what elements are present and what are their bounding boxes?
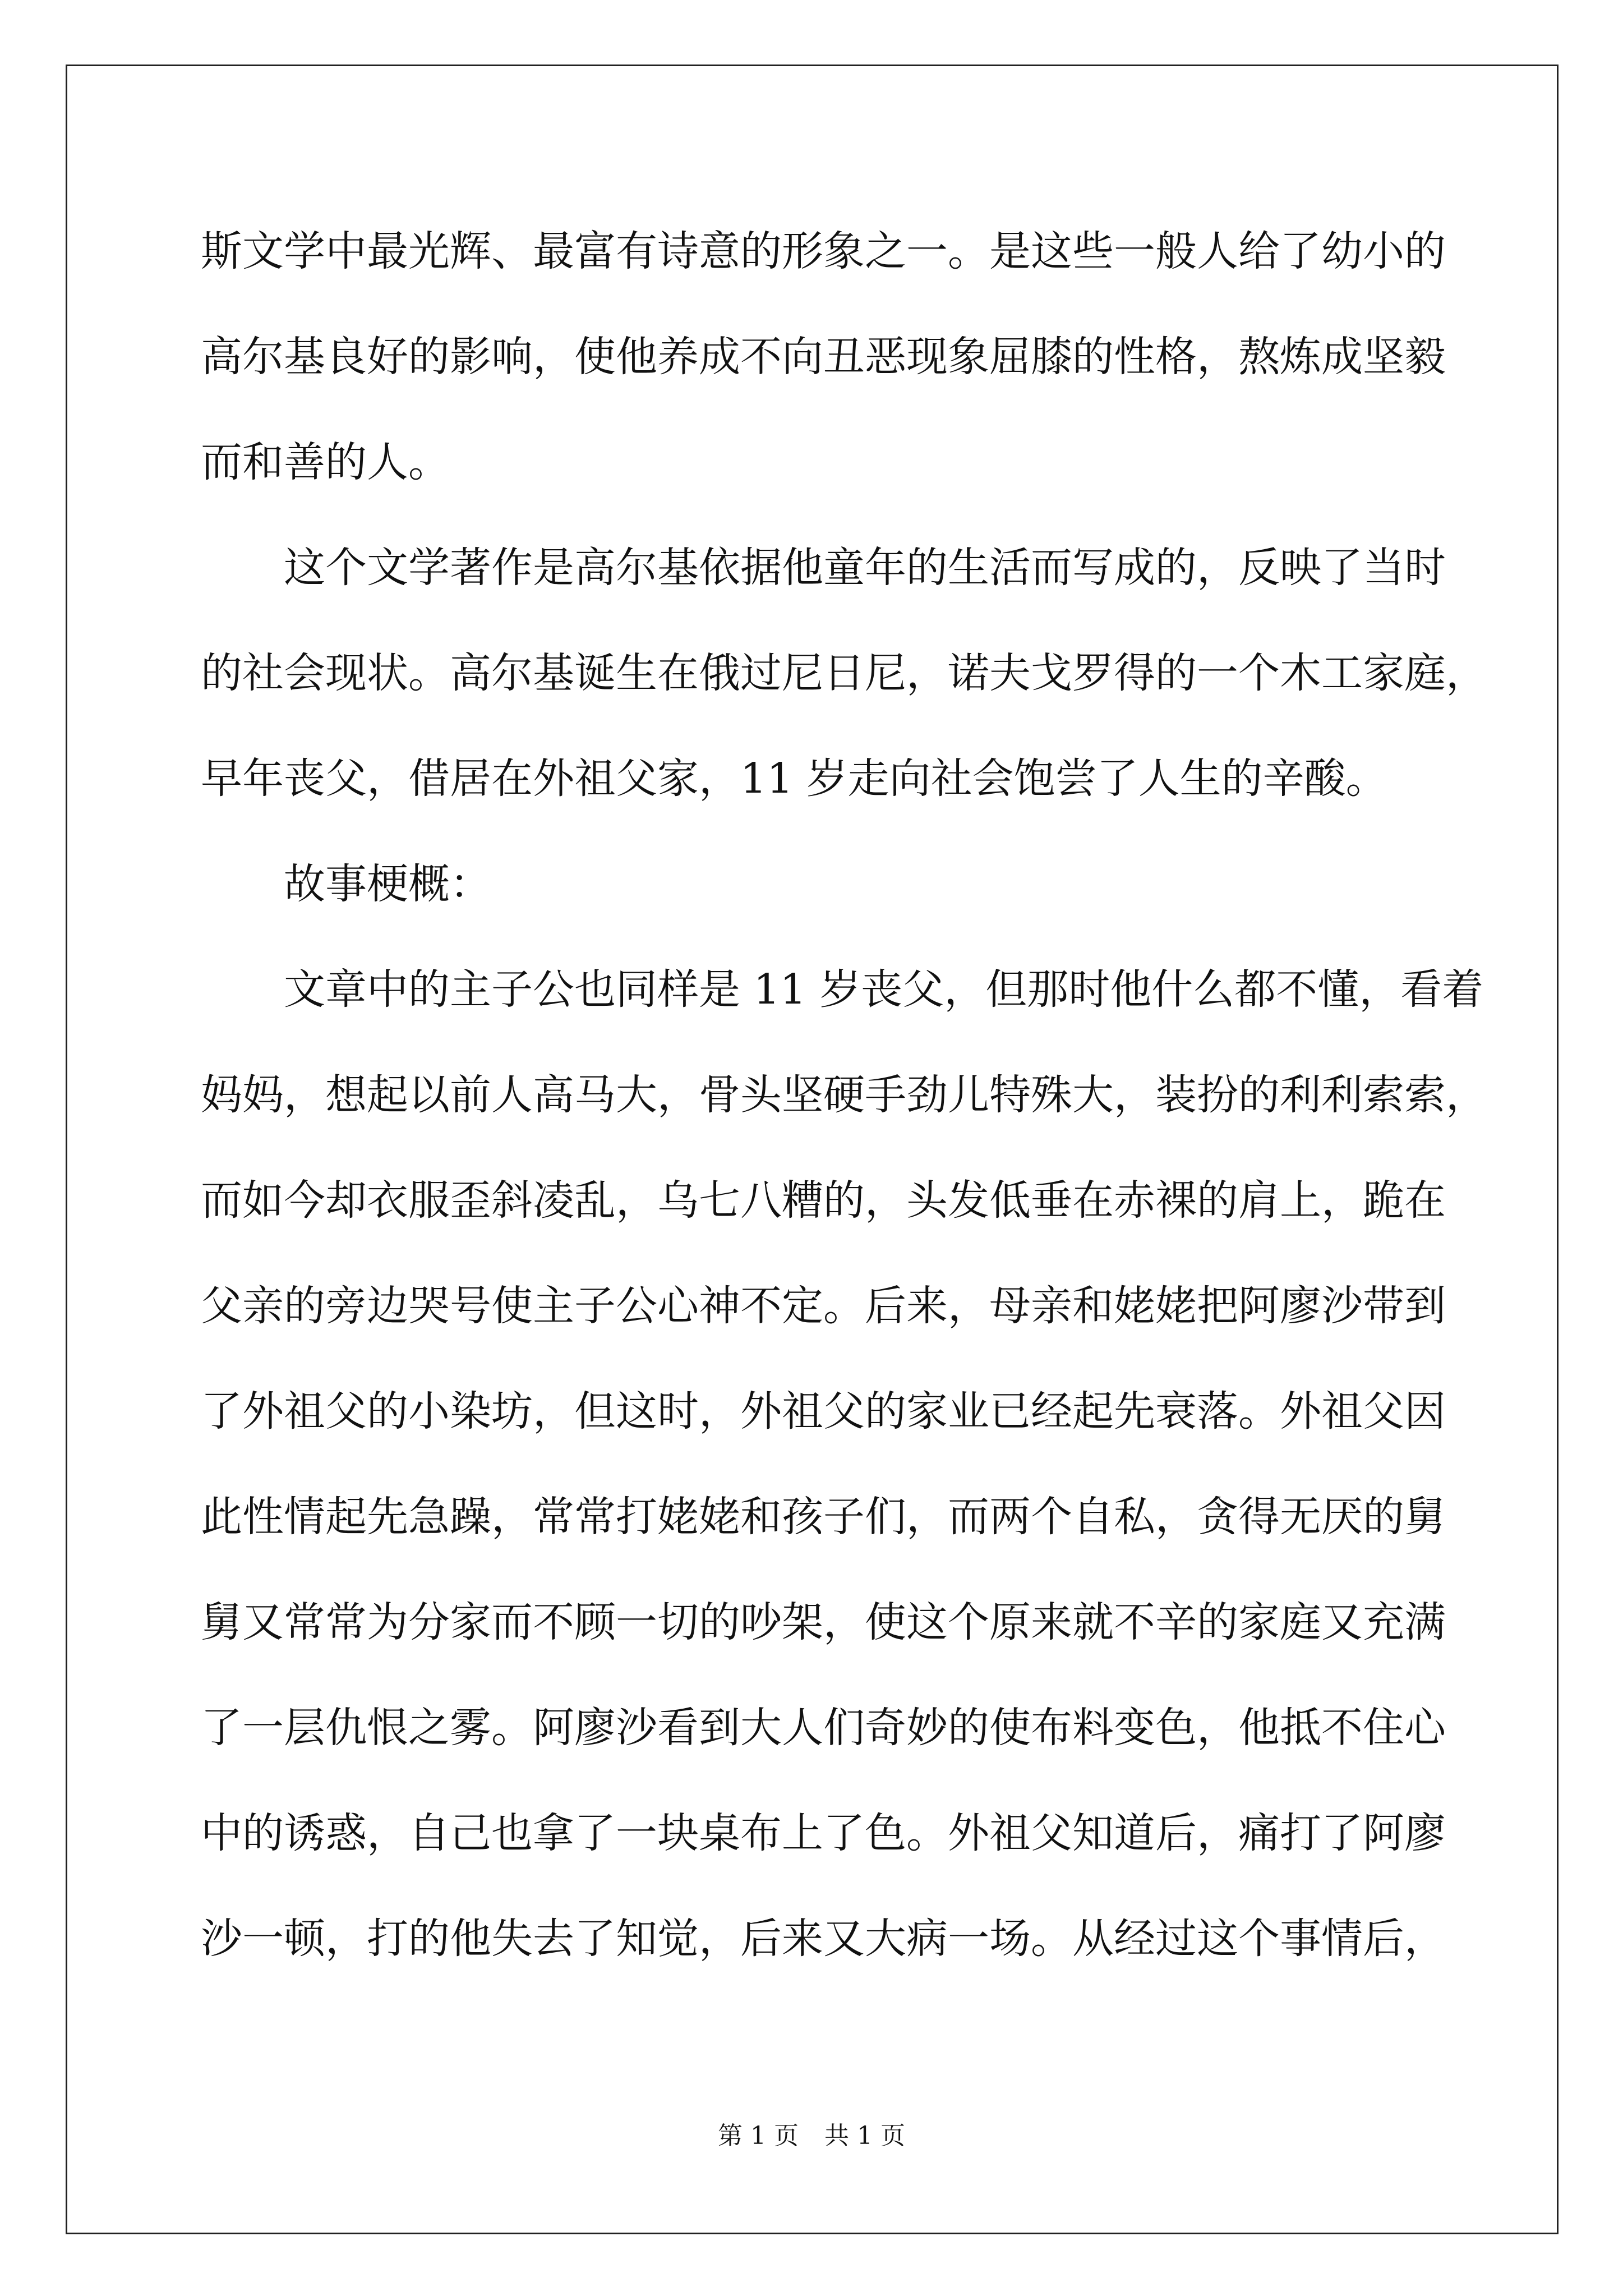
text-line: 斯文学中最光辉、最富有诗意的形象之一。是这些一般人给了幼小的 bbox=[201, 227, 1446, 275]
text-line: 高尔基良好的影响，使他养成不向丑恶现象屈膝的性格，熬炼成坚毅 bbox=[201, 333, 1446, 381]
paragraph-start-line: 文章中的主子公也同样是 11 岁丧父，但那时他什么都不懂，看着 bbox=[284, 965, 1484, 1014]
page-footer bbox=[0, 2119, 1623, 2153]
text-line: 妈妈，想起以前人高马大，骨头坚硬手劲儿特殊大，装扮的利利索索， bbox=[201, 1071, 1487, 1119]
text-line: 舅又常常为分家而不顾一切的吵架，使这个原来就不辛的家庭又充满 bbox=[201, 1598, 1446, 1646]
text-line: 了外祖父的小染坊，但这时，外祖父的家业已经起先衰落。外祖父因 bbox=[201, 1387, 1446, 1435]
text-line: 的社会现状。高尔基诞生在俄过尼日尼，诺夫戈罗得的一个木工家庭， bbox=[201, 649, 1487, 697]
section-heading: 故事梗概： bbox=[284, 860, 491, 908]
page-total: 共 1 页 bbox=[824, 2122, 905, 2150]
page-number: 第 1 页 bbox=[718, 2122, 799, 2150]
document-body bbox=[201, 218, 1487, 2010]
text-line: 中的诱惑，自己也拿了一块桌布上了色。外祖父知道后，痛打了阿廖 bbox=[201, 1809, 1446, 1857]
text-line: 而和善的人。 bbox=[201, 438, 450, 486]
text-line: 沙一顿，打的他失去了知觉，后来又大病一场。从经过这个事情后， bbox=[201, 1915, 1446, 1963]
paragraph-start-line: 这个文学著作是高尔基依据他童年的生活而写成的，反映了当时 bbox=[284, 544, 1446, 592]
text-line: 早年丧父，借居在外祖父家，11 岁走向社会饱尝了人生的辛酸。 bbox=[201, 754, 1387, 803]
text-line: 此性情起先急躁，常常打姥姥和孩子们，而两个自私，贪得无厌的舅 bbox=[201, 1493, 1446, 1541]
text-line: 而如今却衣服歪斜凌乱，乌七八糟的，头发低垂在赤裸的肩上，跪在 bbox=[201, 1176, 1446, 1225]
text-line: 父亲的旁边哭号使主子公心神不定。后来，母亲和姥姥把阿廖沙带到 bbox=[201, 1282, 1446, 1330]
text-line: 了一层仇恨之雾。阿廖沙看到大人们奇妙的使布料变色，他抵不住心 bbox=[201, 1704, 1446, 1752]
